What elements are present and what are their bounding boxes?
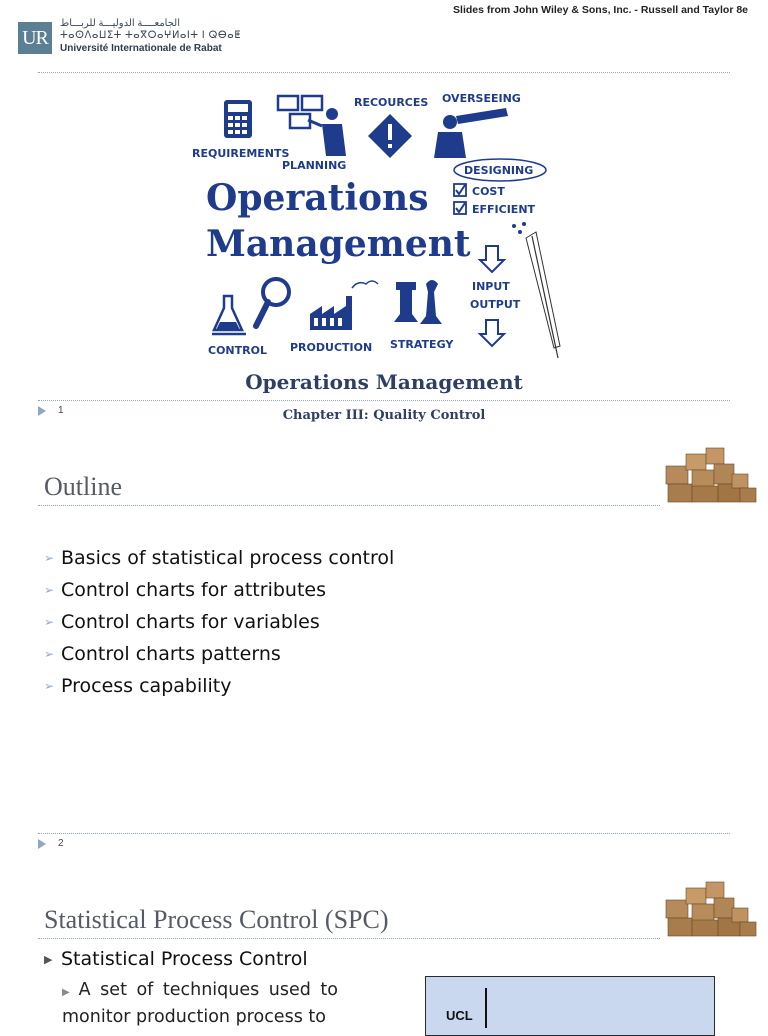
slide-number: 1 xyxy=(58,405,64,416)
input-arrow-icon xyxy=(480,246,504,272)
word-resources: RECOURCES xyxy=(354,96,429,109)
outline-title: Outline xyxy=(44,472,122,501)
word-overseeing: OVERSEEING xyxy=(442,92,521,105)
word-management: Management xyxy=(206,223,471,265)
university-name-tifinagh: ⵜⴰⵙⴷⴰⵡⵉⵜ ⵜⴰⴳⵔⴰⵖⵍⴰⵏⵜ ⵏ ⵕⴱⴰⵟ xyxy=(60,30,241,41)
divider xyxy=(38,938,660,939)
chevron-right-icon: ➢ xyxy=(44,679,55,693)
chevron-right-icon: ➢ xyxy=(44,647,55,661)
list-item: ➢ Basics of statistical process control xyxy=(44,547,395,569)
logo-text: UR xyxy=(22,26,48,49)
checkbox-efficient-icon xyxy=(454,202,466,214)
university-name-french: Université Internationale de Rabat xyxy=(60,43,222,54)
slide-marker-icon xyxy=(38,839,46,849)
ucl-label: UCL xyxy=(446,1008,473,1023)
word-output: OUTPUT xyxy=(470,298,521,311)
list-item: ➢ Control charts patterns xyxy=(44,643,281,665)
telescope-person-icon xyxy=(434,108,508,158)
list-item: ➢ Control charts for attributes xyxy=(44,579,326,601)
divider xyxy=(38,833,730,834)
cover-title: Operations Management xyxy=(245,370,523,394)
word-input: INPUT xyxy=(472,280,510,293)
university-logo xyxy=(18,22,52,54)
list-item: ➢ Process capability xyxy=(44,675,232,697)
spc-title: Statistical Process Control (SPC) xyxy=(44,905,389,934)
divider xyxy=(38,400,730,401)
output-arrow-icon xyxy=(480,320,504,346)
triangle-bullet-icon: ▶ xyxy=(44,952,53,966)
spc-bullet-2: ▶ A set of techniques used to monitor production process to xyxy=(62,980,338,1027)
factory-icon xyxy=(310,281,378,330)
divider xyxy=(38,72,730,73)
slides-credit: Slides from John Wiley & Sons, Inc. - Russell and Taylor 8e xyxy=(453,4,748,16)
word-operations: Operations xyxy=(206,177,429,219)
list-item: ➢ Control charts for variables xyxy=(44,611,320,633)
spc-bullet-1: ▶ Statistical Process Control xyxy=(44,948,308,970)
divider xyxy=(38,505,660,506)
cover-subtitle: Chapter III: Quality Control xyxy=(282,408,486,423)
boxes-image xyxy=(662,444,758,504)
word-production: PRODUCTION xyxy=(290,341,373,354)
boxes-image xyxy=(662,878,758,938)
chevron-right-icon: ➢ xyxy=(44,615,55,629)
word-planning: PLANNING xyxy=(282,159,347,172)
word-control: CONTROL xyxy=(208,344,267,357)
warning-icon xyxy=(368,114,412,158)
triangle-bullet-icon: ▶ xyxy=(62,987,74,998)
chevron-right-icon: ➢ xyxy=(44,551,55,565)
control-chart-panel xyxy=(425,976,715,1036)
operations-management-illustration xyxy=(180,86,580,366)
checkbox-cost-icon xyxy=(454,184,466,196)
slide-number: 2 xyxy=(58,838,64,849)
calculator-icon xyxy=(224,100,252,138)
chess-pieces-icon xyxy=(394,280,442,324)
word-strategy: STRATEGY xyxy=(390,338,454,351)
outline-list xyxy=(44,542,394,702)
word-requirements: REQUIREMENTS xyxy=(192,147,290,160)
word-designing: DESIGNING xyxy=(464,164,534,177)
flask-icon xyxy=(212,296,246,334)
university-name-arabic: الجامعــــة الدوليـــة للربـــاط xyxy=(60,18,181,29)
chart-axis xyxy=(485,988,487,1028)
word-efficient: EFFICIENT xyxy=(472,203,536,216)
chevron-right-icon: ➢ xyxy=(44,583,55,597)
word-cost: COST xyxy=(472,185,505,198)
pen-icon xyxy=(512,222,560,358)
magnifier-icon xyxy=(256,279,289,326)
